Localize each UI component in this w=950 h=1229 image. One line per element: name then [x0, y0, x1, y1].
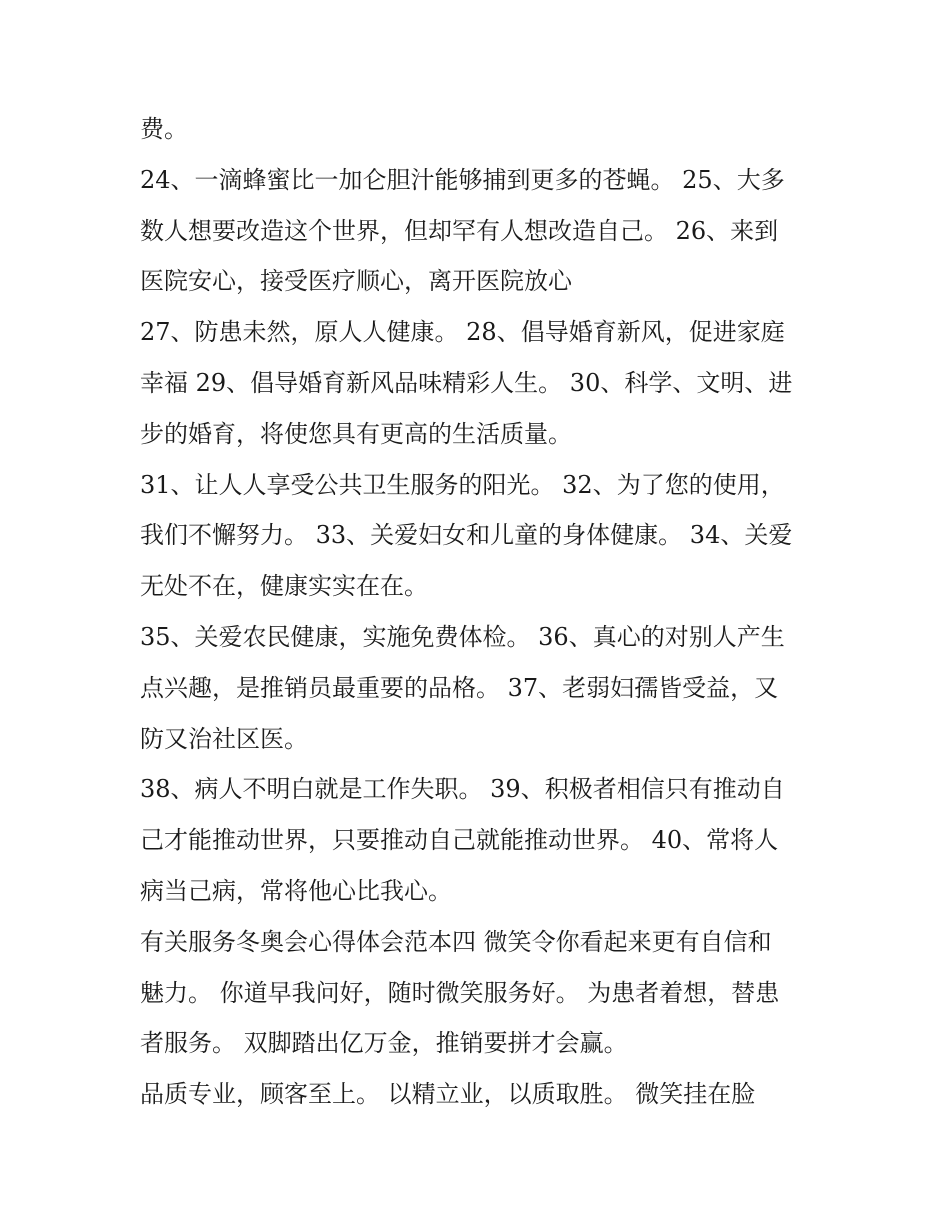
text-line: 魅力。 你道早我问好，随时微笑服务好。 为患者着想，替患	[140, 978, 780, 1007]
text-line: 品质专业，顾客至上。 以精立业，以质取胜。 微笑挂在脸	[140, 1080, 756, 1109]
text-line: 我们不懈努力。 33、关爱妇女和儿童的身体健康。 34、关爱	[140, 521, 793, 550]
document-body	[140, 104, 810, 1120]
text-line: 步的婚育，将使您具有更高的生活质量。	[140, 419, 572, 448]
text-line: 31、让人人享受公共卫生服务的阳光。 32、为了您的使用，	[140, 470, 785, 499]
text-line: 己才能推动世界，只要推动自己就能推动世界。 40、常将人	[140, 826, 779, 855]
text-line: 无处不在，健康实实在在。	[140, 572, 428, 601]
text-line: 点兴趣，是推销员最重要的品格。 37、老弱妇孺皆受益，又	[140, 673, 779, 702]
text-line: 费。	[140, 115, 188, 143]
text-line: 35、关爱农民健康，实施免费体检。 36、真心的对别人产生	[140, 622, 785, 651]
text-line: 幸福 29、倡导婚育新风品味精彩人生。 30、科学、文明、进	[140, 368, 793, 397]
text-line: 防又治社区医。	[140, 724, 308, 753]
text-line: 医院安心，接受医疗顺心，离开医院放心	[140, 267, 572, 296]
text-line: 数人想要改造这个世界，但却罕有人想改造自己。 26、来到	[140, 216, 779, 245]
text-line: 38、病人不明白就是工作失职。 39、积极者相信只有推动自	[140, 775, 785, 804]
text-line: 病当己病，常将他心比我心。	[140, 876, 452, 905]
text-line: 27、防患未然，原人人健康。 28、倡导婚育新风，促进家庭	[140, 318, 785, 347]
text-line: 24、一滴蜂蜜比一加仑胆汁能够捕到更多的苍蝇。 25、大多	[140, 165, 785, 194]
text-line: 有关服务冬奥会心得体会范本四 微笑令你看起来更有自信和	[140, 927, 772, 956]
text-line: 者服务。 双脚踏出亿万金，推销要拼才会赢。	[140, 1029, 628, 1058]
